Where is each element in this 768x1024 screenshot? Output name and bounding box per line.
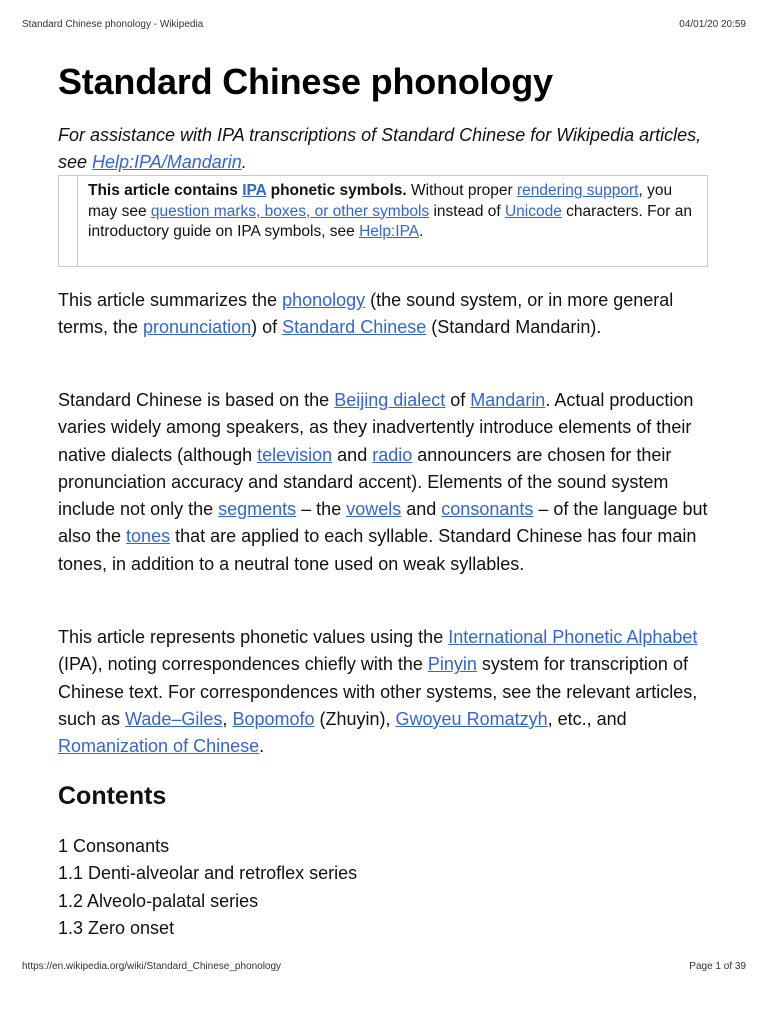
paragraph-ipa: This article represents phonetic values using the International Phonetic Alphabet (IPA), noting correspondences chiefly with the Pinyin system for transcription of Chinese text. For correspondences with other systems, see the relevant articles, such as Wade–Giles, Bopomofo (Zhuyin), Gwoyeu Romatzyh, etc., and Romanization of Chinese. bbox=[58, 627, 698, 757]
consonants-link[interactable]: consonants bbox=[441, 499, 534, 520]
rendering-support-link[interactable]: rendering support bbox=[516, 182, 639, 199]
television-link[interactable]: television bbox=[257, 444, 333, 465]
contents-heading: Contents bbox=[58, 782, 167, 810]
pinyin-link[interactable]: Pinyin bbox=[427, 654, 477, 675]
print-footer-page: Page 1 of 39 bbox=[689, 961, 746, 972]
ipa-alphabet-link[interactable]: International Phonetic Alphabet bbox=[448, 627, 698, 647]
ipa-notice-text: This article contains IPA phonetic symbols. Without proper rendering support, you may see question marks, boxes, or other symbols instead of Unicode characters. For an introductory guide on IPA symbols, see Help:IPA. bbox=[88, 182, 692, 240]
page-title: Standard Chinese phonology bbox=[58, 61, 553, 102]
mandarin-link[interactable]: Mandarin bbox=[470, 390, 546, 410]
toc-item[interactable]: 1.2 Alveolo-palatal series bbox=[58, 890, 259, 911]
unicode-link[interactable]: Unicode bbox=[504, 202, 562, 220]
gwoyeu-romatzyh-link[interactable]: Gwoyeu Romatzyh bbox=[395, 708, 548, 729]
wade-giles-link[interactable]: Wade–Giles bbox=[125, 708, 223, 729]
beijing-dialect-link[interactable]: Beijing dialect bbox=[334, 390, 446, 410]
toc-item[interactable]: 1.1 Denti-alveolar and retroflex series bbox=[58, 863, 358, 884]
ipa-notice-image-cell bbox=[59, 176, 78, 266]
print-footer bbox=[22, 961, 746, 972]
table-of-contents bbox=[58, 833, 357, 942]
tones-link[interactable]: tones bbox=[126, 526, 171, 547]
print-footer-url: https://en.wikipedia.org/wiki/Standard_Chinese_phonology bbox=[22, 961, 282, 972]
print-header-datetime: 04/01/20 20:59 bbox=[679, 19, 746, 30]
hatnote: For assistance with IPA transcriptions of Standard Chinese for Wikipedia articles, see Help:IPA/Mandarin. bbox=[58, 125, 702, 172]
help-ipa-mandarin-link[interactable]: Help:IPA/Mandarin bbox=[92, 152, 242, 172]
paragraph-beijing: Standard Chinese is based on the Beijing dialect of Mandarin. Actual production varies widely among speakers, as they inadvertently introduce elements of their native dialects (although television and radio announcers are chosen for their pronunciation accuracy and standard accent). Elements of the sound system include not only the segments – the vowels and consonants – of the language but also the tones that are applied to each syllable. Standard Chinese has four main tones, in addition to a neutral tone used on weak syllables. bbox=[58, 390, 708, 574]
radio-link[interactable]: radio bbox=[372, 444, 413, 465]
romanization-link[interactable]: Romanization of Chinese bbox=[58, 736, 260, 757]
question-marks-link[interactable]: question marks, boxes, or other symbols bbox=[150, 202, 430, 220]
bopomofo-link[interactable]: Bopomofo bbox=[232, 708, 315, 729]
segments-link[interactable]: segments bbox=[218, 499, 297, 520]
help-ipa-link[interactable]: Help:IPA bbox=[359, 223, 420, 240]
ipa-link[interactable]: IPA bbox=[242, 182, 267, 199]
phonology-link[interactable]: phonology bbox=[282, 290, 366, 310]
vowels-link[interactable]: vowels bbox=[346, 499, 402, 520]
print-header bbox=[22, 19, 746, 30]
toc-item[interactable]: 1 Consonants bbox=[58, 836, 170, 856]
paragraph-intro: This article summarizes the phonology (the sound system, or in more general terms, the pronunciation) of Standard Chinese (Standard Mandarin). bbox=[58, 290, 674, 338]
standard-chinese-link[interactable]: Standard Chinese bbox=[282, 317, 427, 338]
pronunciation-link[interactable]: pronunciation bbox=[143, 317, 252, 338]
print-header-title: Standard Chinese phonology - Wikipedia bbox=[22, 19, 204, 30]
toc-item[interactable]: 1.3 Zero onset bbox=[58, 917, 175, 938]
ipa-notice-box bbox=[58, 175, 708, 267]
